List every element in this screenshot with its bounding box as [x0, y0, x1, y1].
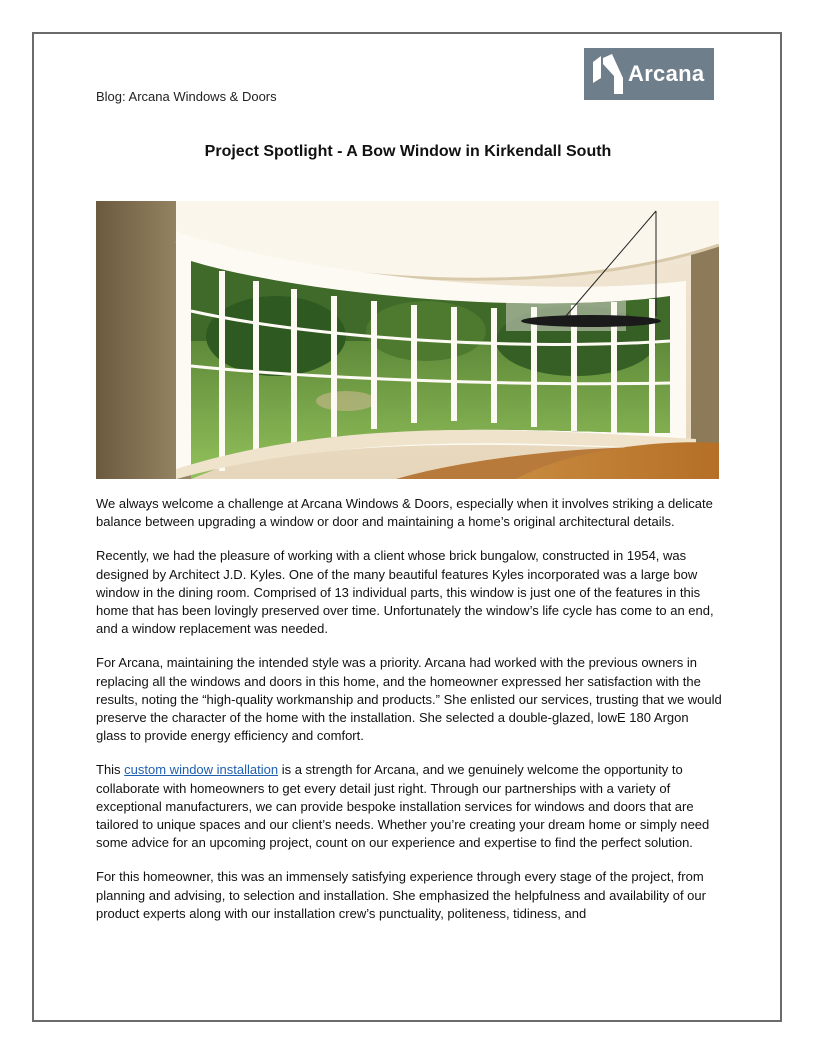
blog-label: Blog: Arcana Windows & Doors [96, 89, 277, 104]
paragraph-3: For Arcana, maintaining the intended style was a priority. Arcana had worked with the previous owners in replacing all the windows and doors in this home, and the homeowner expressed her satisfaction with the results, noting the “high-quality workmanship and products.” She enlisted our services, trusting that we would preserve the character of the home with the installation. She selected a double-glazed, lowE 180 Argon glass to provide energy efficiency and comfort. [96, 655, 722, 744]
logo-text: Arcana [628, 61, 705, 86]
paragraph-2: Recently, we had the pleasure of working with a client whose brick bungalow, constructed in 1954, was designed by Architect J.D. Kyles. One of the many beautiful features Kyles incorporated was a large bow window in the dining room. Comprised of 13 individual parts, this window is just one of the features in this home that has been lovingly preserved over time. Unfortunately the window’s life cycle has come to an end, and a window replacement was needed. [96, 548, 714, 637]
article-body [96, 495, 722, 939]
arcana-logo[interactable] [584, 48, 714, 100]
page-title: Project Spotlight - A Bow Window in Kirkendall South [204, 143, 612, 160]
custom-window-installation-link[interactable]: custom window installation [124, 762, 279, 778]
paragraph-4-rest: is a strength for Arcana, and we genuinely welcome the opportunity to collaborate with homeowners to get every detail just right. Through our partnerships with a variety of exceptional manufacturers, we can provide bespoke installation services for windows and doors that are tailored to unique spaces and our client’s needs. Whether you’re creating your dream home or simply need some advice for an upcoming project, count on our experience and expertise to find the perfect solution. [96, 762, 710, 851]
bow-window-photo [96, 201, 719, 479]
paragraph-1: We always welcome a challenge at Arcana Windows & Doors, especially when it involves striking a delicate balance between upgrading a window or door and maintaining a home’s original architectural details. [96, 496, 713, 530]
paragraph-5: For this homeowner, this was an immensely satisfying experience through every stage of the project, from planning and advising, to selection and installation. She emphasized the helpfulness and availability of our product experts along with our installation crew’s punctuality, politeness, tidiness, and [96, 869, 706, 921]
paragraph-4-lead: This [96, 762, 125, 778]
paragraph-4 [96, 761, 722, 852]
arcana-logo-mark-icon [590, 52, 626, 96]
